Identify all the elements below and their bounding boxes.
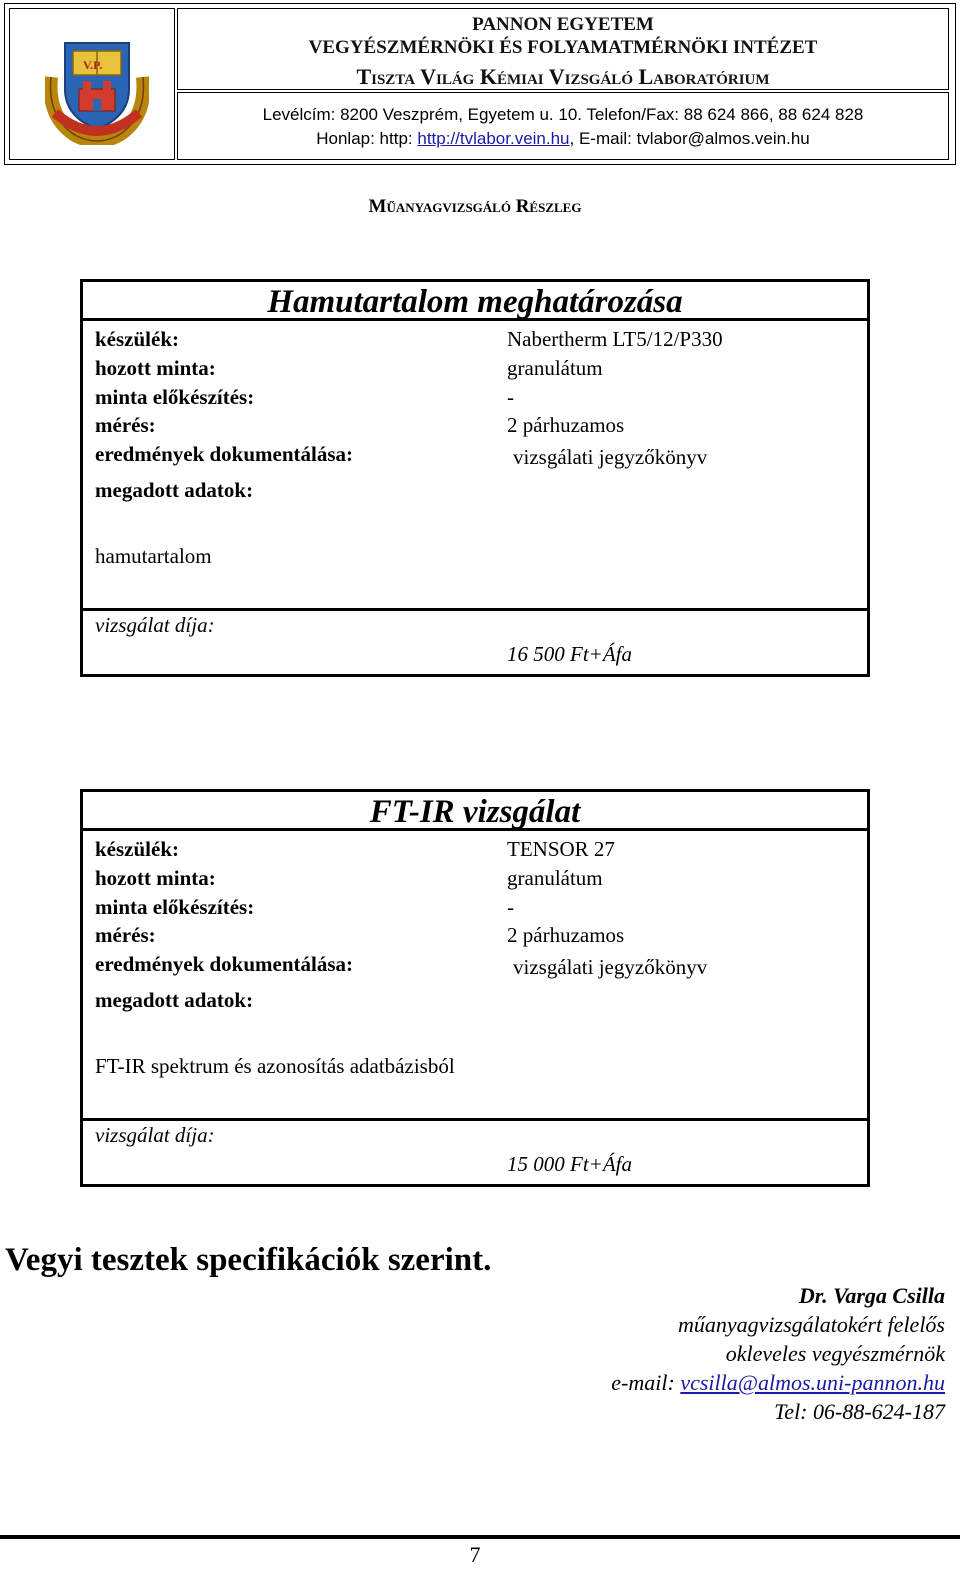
address-line: Levélcím: 8200 Veszprém, Egyetem u. 10. Telefon/Fax: 88 624 866, 88 624 828: [262, 105, 864, 124]
fee-section: [83, 1118, 867, 1181]
contact-phone: Tel: 06-88-624-187: [774, 1399, 945, 1424]
field-value: TENSOR 27: [507, 837, 615, 861]
contact-degree: okleveles vegyészmérnök: [725, 1341, 945, 1366]
footer-rule: [0, 1535, 960, 1539]
contact-name: Dr. Varga Csilla: [798, 1283, 945, 1308]
logo-cell: [9, 8, 175, 160]
university-seal-logo: [45, 37, 149, 145]
field-label: eredmények dokumentálása:: [95, 442, 354, 466]
university-name: PANNON EGYETEM: [472, 14, 654, 35]
laboratory-name: Tiszta Világ Kémiai Vizsgáló Laboratórium: [356, 64, 770, 89]
letterhead: [4, 3, 956, 165]
field-value: -: [507, 385, 514, 409]
field-value: 2 párhuzamos: [507, 923, 625, 947]
contact-block: [611, 1281, 945, 1426]
section-title: Műanyagvizsgáló Részleg: [368, 196, 582, 217]
data-given-text: FT-IR spektrum és azonosítás adatbázisból: [95, 1054, 455, 1078]
test-box-ash-content: [80, 279, 870, 677]
contact-role: műanyagvizsgálatokért felelős: [677, 1312, 945, 1337]
contact-email-link[interactable]: vcsilla@almos.uni-pannon.hu: [680, 1370, 945, 1395]
field-label: hozott minta:: [95, 356, 216, 380]
field-value: vizsgálati jegyzőkönyv: [513, 955, 708, 979]
field-label: eredmények dokumentálása:: [95, 952, 354, 976]
fee-value: 16 500 Ft+Áfa: [507, 642, 632, 666]
field-value: granulátum: [507, 356, 603, 380]
web-prefix: Honlap: http:: [316, 129, 418, 148]
field-label: készülék:: [95, 327, 179, 351]
field-label: mérés:: [95, 413, 156, 437]
contact-email-line: [611, 1368, 945, 1397]
field-label: megadott adatok:: [95, 988, 254, 1012]
letterhead-contact-cell: [177, 92, 949, 160]
test-title: Hamutartalom meghatározása: [267, 284, 683, 320]
fee-label: vizsgálat díja:: [95, 1123, 215, 1147]
fee-value: 15 000 Ft+Áfa: [507, 1152, 632, 1176]
data-given-text: hamutartalom: [95, 544, 212, 568]
field-label: hozott minta:: [95, 866, 216, 890]
field-value: 2 párhuzamos: [507, 413, 625, 437]
email-label: e-mail:: [611, 1370, 681, 1395]
field-value: -: [507, 895, 514, 919]
test-title-bar: [83, 282, 867, 321]
field-value: Nabertherm LT5/12/P330: [507, 327, 723, 351]
email-text: , E-mail: tvlabor@almos.vein.hu: [569, 129, 810, 148]
field-label: minta előkészítés:: [95, 895, 255, 919]
web-email-line: [178, 129, 948, 149]
field-value: granulátum: [507, 866, 603, 890]
institute-name: VEGYÉSZMÉRNÖKI ÉS FOLYAMATMÉRNÖKI INTÉZET: [308, 37, 818, 58]
website-link[interactable]: http://tvlabor.vein.hu: [417, 129, 570, 148]
fee-section: [83, 608, 867, 671]
field-label: minta előkészítés:: [95, 385, 255, 409]
specification-note: Vegyi tesztek specifikációk szerint.: [5, 1242, 492, 1278]
svg-text:V.P.: V.P.: [83, 58, 103, 72]
page-number: 7: [469, 1542, 481, 1567]
test-box-ftir: [80, 789, 870, 1187]
test-title: FT-IR vizsgálat: [369, 794, 581, 830]
field-value: vizsgálati jegyzőkönyv: [513, 445, 708, 469]
field-label: mérés:: [95, 923, 156, 947]
field-label: megadott adatok:: [95, 478, 254, 502]
fee-label: vizsgálat díja:: [95, 613, 215, 637]
letterhead-title-cell: [177, 8, 949, 90]
test-title-bar: [83, 792, 867, 831]
field-label: készülék:: [95, 837, 179, 861]
